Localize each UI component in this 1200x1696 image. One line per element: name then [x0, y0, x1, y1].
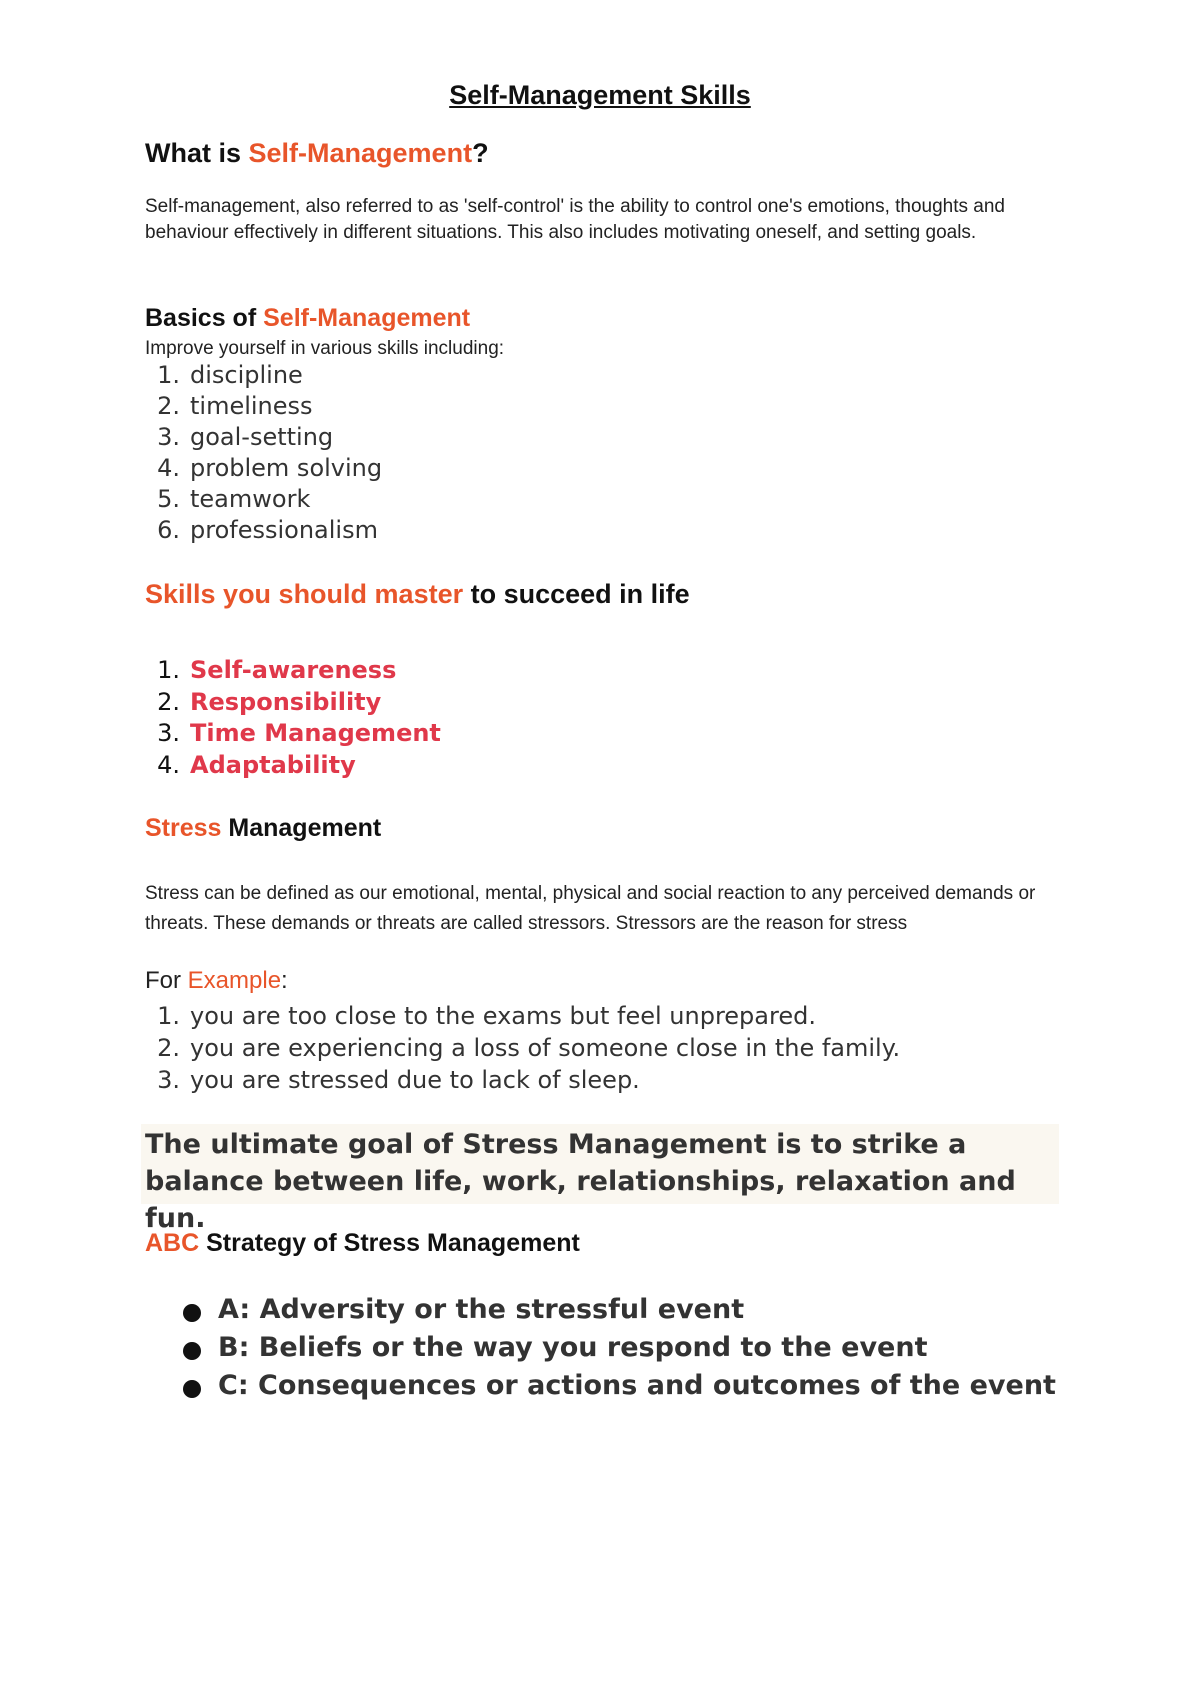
heading-highlight: Stress: [145, 814, 222, 842]
list-item: 4. problem solving: [157, 454, 383, 482]
document-title: Self-Management Skills: [449, 80, 751, 110]
goal-callout: The ultimate goal of Stress Management is to strike a balance between life, work, relationships, relaxation and fun.: [141, 1124, 1059, 1204]
heading-prefix: Basics of: [145, 304, 264, 332]
heading-what-is: [145, 138, 489, 169]
stress-paragraph: Stress can be defined as our emotional, mental, physical and social reaction to any perceived demands or threats. These demands or threats are called stressors. Stressors are the reason for stress: [145, 883, 1036, 934]
list-item: A: Adversity or the stressful event: [183, 1291, 1056, 1329]
bullet-icon: [183, 1380, 201, 1398]
heading-highlight: Self-Management: [248, 138, 473, 168]
heading-highlight: Self-Management: [263, 304, 471, 332]
list-item: 2. Responsibility: [157, 687, 382, 716]
list-item: 6. professionalism: [157, 516, 378, 544]
heading-prefix: What is: [145, 138, 249, 168]
list-item: 5. teamwork: [157, 485, 311, 513]
list-item: 3. goal-setting: [157, 423, 334, 451]
list-item: 1. discipline: [157, 361, 303, 389]
heading-skills: [145, 579, 690, 610]
list-item: 2. timeliness: [157, 392, 313, 420]
heading-suffix: Management: [221, 814, 382, 842]
list-item: 3. you are stressed due to lack of sleep.: [157, 1066, 640, 1094]
heading-basics: [145, 304, 470, 333]
definition-paragraph: Self-management, also referred to as 'self-control' is the ability to control one's emotions, thoughts and behaviour effectively in different situations. This also includes motivating oneself, and setting goals.: [145, 196, 1006, 243]
basics-list: [145, 360, 382, 546]
heading-suffix: to succeed in life: [463, 579, 690, 609]
skills-list: [145, 655, 441, 781]
list-item: 3. Time Management: [157, 719, 441, 747]
basics-intro: Improve yourself in various skills including:: [145, 338, 505, 359]
heading-suffix: Strategy of Stress Management: [199, 1229, 580, 1257]
heading-highlight: ABC: [145, 1229, 200, 1257]
heading-suffix: ?: [472, 138, 489, 168]
example-label: For Example:: [145, 967, 288, 994]
bullet-icon: [183, 1304, 201, 1322]
bullet-icon: [183, 1342, 201, 1360]
list-item: 1. Self-awareness: [157, 656, 397, 684]
list-item: C: Consequences or actions and outcomes of the event: [183, 1367, 1056, 1405]
heading-abc-strategy: [145, 1229, 580, 1258]
heading-highlight: Skills you should master: [145, 579, 464, 609]
heading-stress-management: [145, 814, 381, 843]
list-item: 1. you are too close to the exams but feel unprepared.: [157, 1002, 816, 1030]
list-item: 4. Adaptability: [157, 750, 356, 779]
stress-examples-list: [145, 1000, 900, 1096]
list-item: B: Beliefs or the way you respond to the event: [183, 1329, 1056, 1367]
list-item: 2. you are experiencing a loss of someone close in the family.: [157, 1034, 901, 1062]
abc-list: [183, 1291, 1056, 1405]
